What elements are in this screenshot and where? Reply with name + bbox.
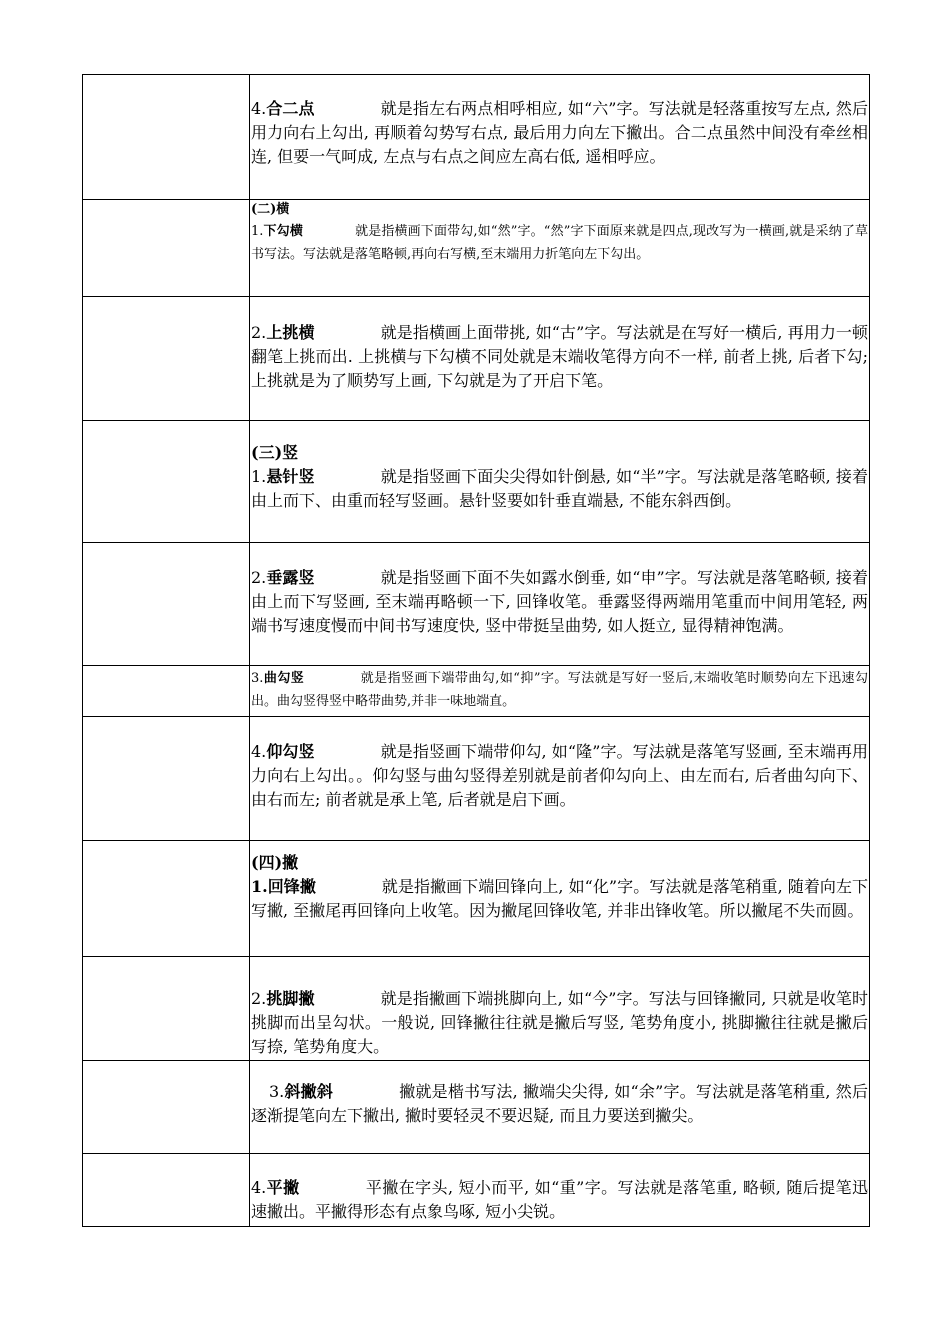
entry-number: 1. — [251, 467, 267, 486]
stroke-description: 就是指竖画下面不失如露水倒垂, 如“申”字。写法就是落笔略顿, 接着由上而下写竖画, 至末端再略顿一下, 回锋收笔。垂露竖得两端用笔重而中间用笔轻, 两端书写速度慢而中间书写速度快, 竖中带挺呈曲势, 如人挺立, 显得精神饱满。 — [251, 568, 868, 635]
content-cell — [250, 957, 870, 1061]
content-cell — [250, 1061, 870, 1154]
table-row — [83, 717, 870, 841]
stroke-entry — [251, 666, 868, 713]
table-row — [83, 841, 870, 957]
stroke-description: 就是指撇画下端回锋向上, 如“化”字。写法就是落笔稍重, 随着向左下写撇, 至撇尾再回锋向上收笔。因为撇尾回锋收笔, 并非出锋收笔。所以撇尾不失而圆。 — [251, 877, 868, 920]
stroke-entry — [251, 875, 868, 923]
stroke-description: 平撇在字头, 短小而平, 如“重”字。写法就是落笔重, 略顿, 随后提笔迅速撇出。平撇得形态有点象鸟啄, 短小尖锐。 — [251, 1178, 868, 1221]
stroke-description: 撇就是楷书写法, 撇端尖尖得, 如“余”字。写法就是落笔稍重, 然后逐渐提笔向左下撇出, 撇时要轻灵不要迟疑, 而且力要送到撇尖。 — [251, 1082, 868, 1125]
stroke-term: 悬针竖 — [266, 467, 315, 486]
entry-number: 2. — [251, 989, 267, 1008]
stroke-term: 挑脚撇 — [266, 989, 315, 1008]
stroke-entry — [251, 1061, 868, 1128]
blank-cell — [83, 717, 250, 841]
stroke-term: 下勾横 — [263, 224, 303, 239]
stroke-description: 就是指竖画下端带仰勾, 如“隆”字。写法就是落笔写竖画, 至末端再用力向右上勾出。。仰勾竖与曲勾竖得差别就是前者仰勾向上、由左而右, 后者曲勾向下、由右而左; 前者就是承上笔, 后者就是启下画。 — [251, 742, 868, 809]
stroke-term: 斜撇斜 — [284, 1082, 334, 1101]
stroke-description: 就是指横画上面带挑, 如“古”字。写法就是在写好一横后, 再用力一顿翻笔上挑而出. 上挑横与下勾横不同处就是末端收笔得方向不一样, 前者上挑, 后者下勾; 上挑就是为了顺势写上画, 下勾就是为了开启下笔。 — [251, 323, 868, 390]
stroke-term: 平撇 — [266, 1178, 300, 1197]
blank-cell — [83, 297, 250, 421]
blank-cell — [83, 75, 250, 200]
blank-cell — [83, 543, 250, 666]
blank-cell — [83, 841, 250, 957]
content-cell — [250, 841, 870, 957]
blank-cell — [83, 1061, 250, 1154]
content-cell — [250, 421, 870, 543]
entry-number: 4. — [251, 1178, 267, 1197]
stroke-description: 就是指竖画下面尖尖得如针倒悬, 如“半”字。写法就是落笔略顿, 接着由上而下、由重而轻写竖画。悬针竖要如针垂直端悬, 不能东斜西倒。 — [251, 467, 868, 510]
stroke-description: 就是指竖画下端带曲勾,如“抑”字。写法就是写好一竖后,末端收笔时顺势向左下迅速勾出。曲勾竖得竖中略带曲势,并非一味地端直。 — [251, 671, 868, 709]
stroke-term: 垂露竖 — [266, 568, 315, 587]
stroke-entry — [251, 297, 868, 393]
stroke-entry — [251, 220, 868, 266]
table-row — [83, 421, 870, 543]
stroke-description: 就是指撇画下端挑脚向上, 如“今”字。写法与回锋撇同, 只就是收笔时挑脚而出呈勾状。一般说, 回锋撇往往就是撇后写竖, 笔势角度小, 挑脚撇往往就是撇后写捺, 笔势角度大。 — [251, 989, 868, 1056]
blank-cell — [83, 1154, 250, 1227]
stroke-description: 就是指横画下面带勾,如“然”字。“然”字下面原来就是四点,现改写为一横画,就是采纳了草书写法。写法就是落笔略顿,再向右写横,至末端用力折笔向左下勾出。 — [251, 224, 868, 262]
table-row — [83, 75, 870, 200]
stroke-entry — [251, 543, 868, 638]
blank-cell — [83, 666, 250, 717]
table-row — [83, 297, 870, 421]
stroke-entry — [251, 1154, 868, 1224]
content-cell — [250, 666, 870, 717]
section-heading: (三)竖 — [251, 443, 299, 462]
content-cell — [250, 75, 870, 200]
blank-cell — [83, 421, 250, 543]
stroke-entry — [251, 957, 868, 1059]
entry-number: 1. — [251, 877, 268, 896]
stroke-term: 合二点 — [266, 99, 315, 118]
entry-number: 2. — [251, 323, 267, 342]
content-cell — [250, 543, 870, 666]
content-cell — [250, 717, 870, 841]
entry-number: 1. — [251, 224, 264, 239]
blank-cell — [83, 200, 250, 297]
stroke-term: 曲勾竖 — [263, 671, 305, 686]
table-row — [83, 200, 870, 297]
content-cell — [250, 1154, 870, 1227]
content-cell — [250, 297, 870, 421]
table-row — [83, 1154, 870, 1227]
stroke-entry — [251, 717, 868, 812]
content-cell — [250, 200, 870, 297]
entry-number: 3. — [251, 671, 264, 686]
entry-number: 4. — [251, 99, 267, 118]
stroke-term: 回锋撇 — [267, 877, 316, 896]
calligraphy-strokes-table — [82, 74, 870, 1227]
stroke-description: 就是指左右两点相呼相应, 如“六”字。写法就是轻落重按写左点, 然后用力向右上勾出, 再顺着勾势写右点, 最后用力向左下撇出。合二点虽然中间没有牵丝相连, 但要一气呵成, 左点与右点之间应左高右低, 遥相呼应。 — [251, 99, 868, 166]
table-row — [83, 957, 870, 1061]
stroke-entry — [251, 465, 868, 513]
table-row — [83, 1061, 870, 1154]
entry-number: 4. — [251, 742, 267, 761]
stroke-entry — [251, 75, 868, 169]
stroke-term: 上挑横 — [266, 323, 315, 342]
entry-number: 2. — [251, 568, 267, 587]
table-row — [83, 666, 870, 717]
section-heading: (二)横 — [251, 202, 290, 217]
section-heading: (四)撇 — [251, 853, 299, 872]
stroke-term: 仰勾竖 — [266, 742, 315, 761]
blank-cell — [83, 957, 250, 1061]
table-row — [83, 543, 870, 666]
entry-number: 3. — [269, 1082, 285, 1101]
